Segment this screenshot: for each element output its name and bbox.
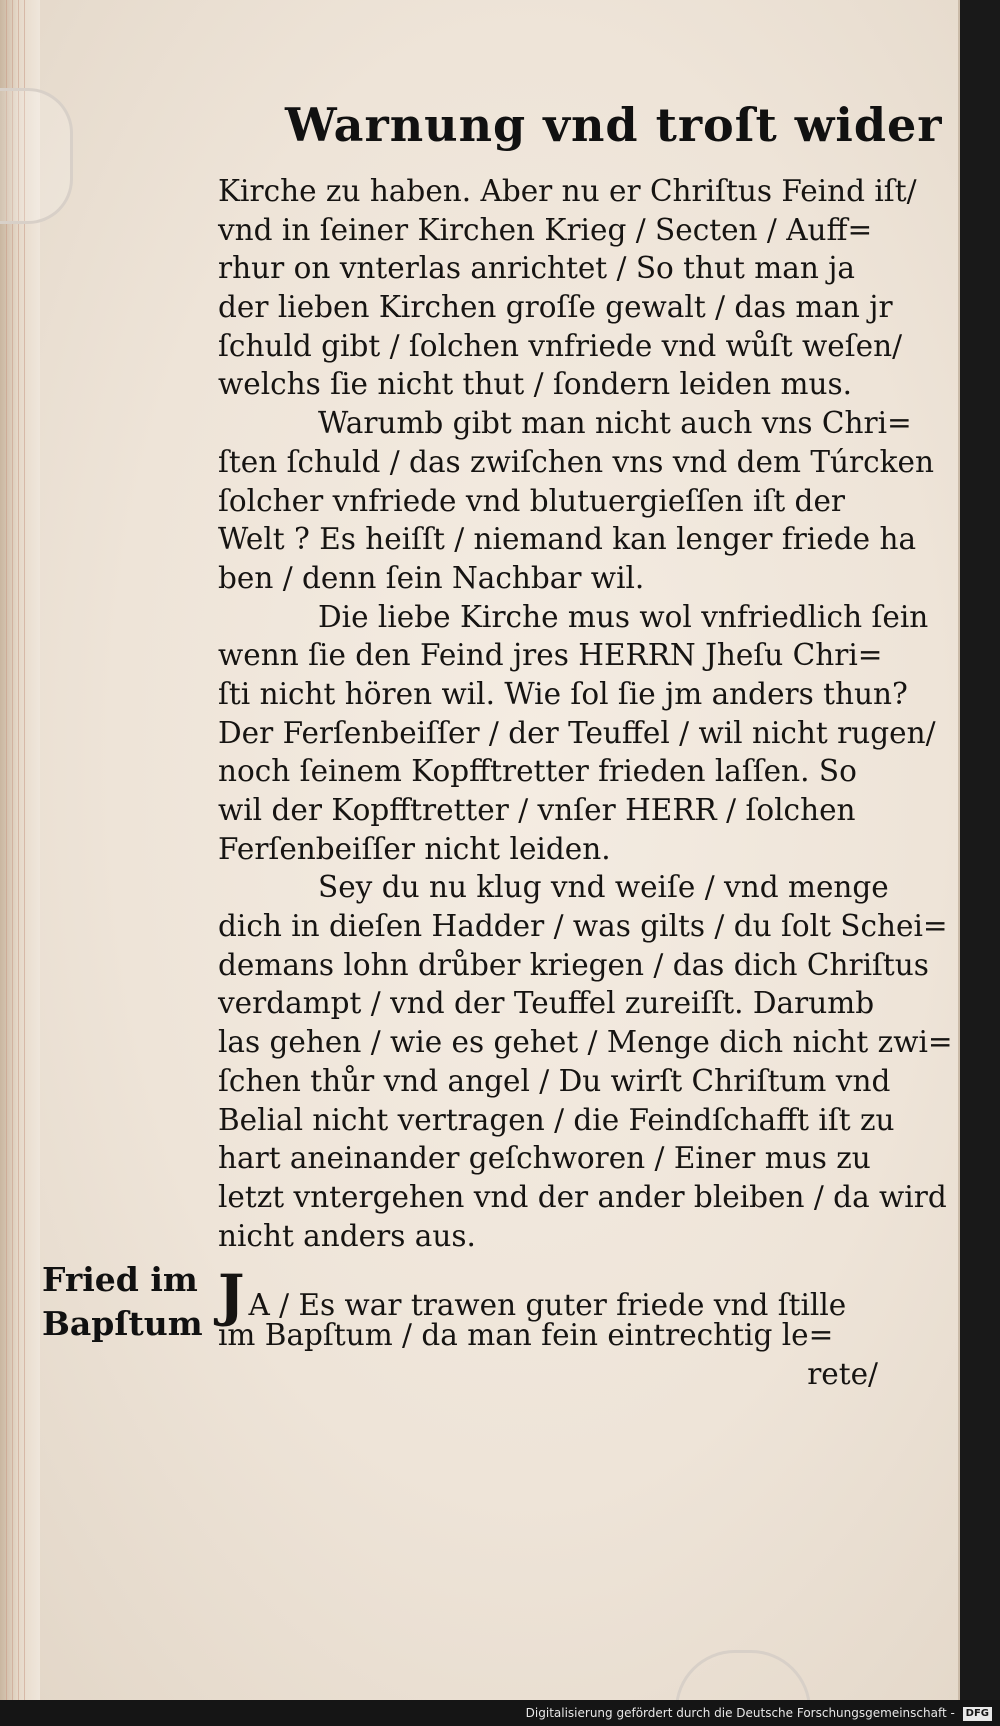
text-line: letzt vntergehen vnd der ander bleiben / da wird xyxy=(218,1179,947,1214)
text-line xyxy=(218,1263,938,1330)
initial-letter: J xyxy=(218,1263,245,1330)
marginal-note-line: Fried im xyxy=(42,1260,198,1299)
text-line: welchs ſie nicht thut / ſondern leiden mus. xyxy=(218,367,852,402)
page-clip xyxy=(0,88,73,224)
text-line: Belial nicht vertragen / die Feindſchafft iſt zu xyxy=(218,1102,895,1137)
marginal-note xyxy=(42,1258,212,1346)
text-line: dich in dieſen Hadder / was gilts / du ſolt Schei= xyxy=(218,909,948,944)
text-line: nicht anders aus. xyxy=(218,1218,476,1253)
text-line: wil der Kopfftretter / vnſer HERR / ſolchen xyxy=(218,793,856,827)
text-line: im Bapſtum / da man fein eintrechtig le= xyxy=(218,1317,834,1352)
text-line: der lieben Kirchen groſſe gewalt / das man jr xyxy=(218,290,893,325)
text-line: Ferſenbeiſſer nicht leiden. xyxy=(218,831,611,866)
text-line: wenn ſie den Feind jres HERRN Jheſu Chri= xyxy=(218,638,883,673)
text-line: Welt ? Es heiſſt / niemand kan lenger friede ha xyxy=(218,522,917,557)
text-line: hart aneinander geſchworen / Einer mus zu xyxy=(218,1141,871,1176)
page-edge-line xyxy=(12,0,13,1700)
text-line: ſchuld gibt / ſolchen vnfriede vnd wůſt weſen/ xyxy=(218,328,903,363)
text-line: Kirche zu haben. Aber nu er Chriſtus Feind iſt/ xyxy=(218,174,917,208)
body-text xyxy=(218,172,953,1393)
text-line: demans lohn drůber kriegen / das dich Chriſtus xyxy=(218,947,929,982)
text-line: ſti nicht hören wil. Wie ſol ſie jm anders thun? xyxy=(218,676,908,711)
text-line: rhur on vnterlas anrichtet / So thut man ja xyxy=(218,251,855,286)
text-line: ſolcher vnfriede vnd blutuergieſſen iſt der xyxy=(218,483,846,518)
text-line: verdampt / vnd der Teuffel zureiſſt. Darumb xyxy=(218,986,875,1021)
text-line-rest: A / Es war trawen guter friede vnd ſtille xyxy=(248,1288,847,1323)
text-line: ſten ſchuld / das zwiſchen vns vnd dem Túrcken xyxy=(218,444,934,479)
text-line: ſchen thůr vnd angel / Du wirſt Chriſtum vnd xyxy=(218,1063,891,1098)
page-edge-line xyxy=(6,0,7,1700)
marginal-note-line: Bapſtum xyxy=(42,1304,203,1343)
text-line: Sey du nu klug vnd weiſe / vnd menge xyxy=(318,870,889,905)
text-line: noch ſeinem Kopfftretter frieden laſſen. So xyxy=(218,754,857,789)
page-edge-line xyxy=(18,0,19,1700)
text-line: ben / denn ſein Nachbar wil. xyxy=(218,560,645,595)
dfg-credit-text: Digitalisierung gefördert durch die Deutsche Forschungsgemeinschaft - xyxy=(525,1706,955,1720)
dfg-credit-bar xyxy=(0,1700,1000,1726)
page-edge-line xyxy=(24,0,25,1700)
text-line: Der Ferſenbeiſſer / der Teuffel / wil nicht rugen/ xyxy=(218,715,936,750)
dfg-logo: DFG xyxy=(963,1707,992,1721)
text-line: Die liebe Kirche mus wol vnfriedlich ſein xyxy=(318,599,929,634)
text-line: las gehen / wie es gehet / Menge dich nicht zwi= xyxy=(218,1025,953,1060)
text-line: Warumb gibt man nicht auch vns Chri= xyxy=(318,406,912,441)
paragraph-gap xyxy=(218,1255,938,1277)
text-line: vnd in ſeiner Kirchen Krieg / Secten / Auff= xyxy=(218,212,873,247)
running-head: Warnung vnd troſt wider xyxy=(285,98,943,152)
catchword: rete/ xyxy=(807,1356,878,1391)
